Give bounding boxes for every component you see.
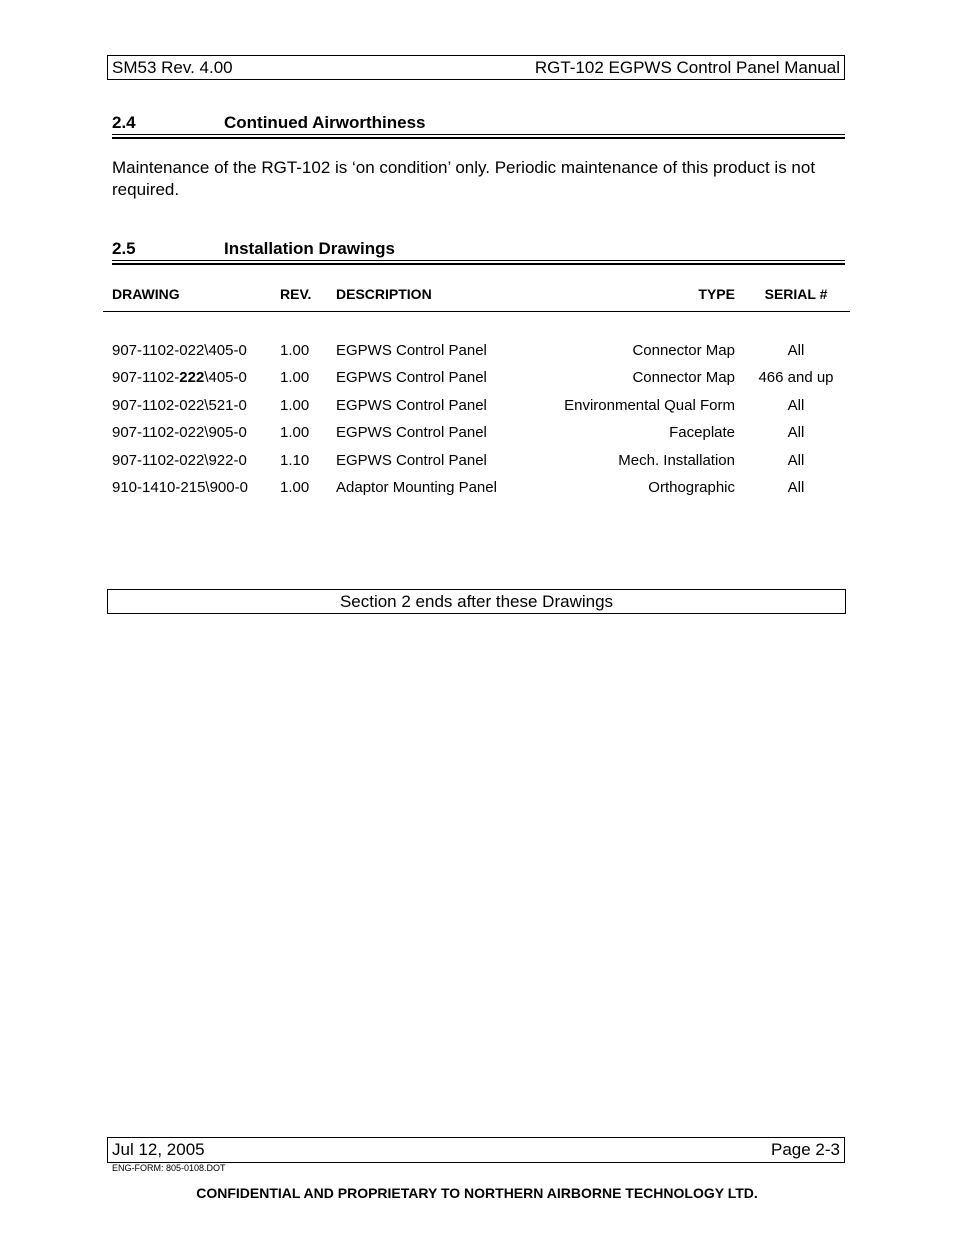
column-header-serial: SERIAL # [764,286,828,302]
confidentiality-notice: CONFIDENTIAL AND PROPRIETARY TO NORTHERN AIRBORNE TECHNOLOGY LTD. [196,1185,758,1201]
drawing-type: Environmental Qual Form [564,396,735,414]
table-row [103,452,850,479]
section-end-note: Section 2 ends after these Drawings [107,589,846,614]
section-number: 2.4 [112,113,136,132]
revision: 1.00 [280,342,310,359]
table-row [103,424,850,451]
form-identifier: ENG-FORM: 805-0108.DOT [112,1163,226,1173]
revision: 1.00 [280,369,310,387]
section-heading-2-5 [112,239,395,259]
serial-range: All [787,478,805,496]
description: EGPWS Control Panel [336,396,487,414]
serial-range: 466 and up [758,369,834,387]
drawing-number: 910-1410-215\900-0 [112,478,248,496]
page-number: Page 2-3 [771,1140,840,1159]
description: EGPWS Control Panel [336,342,487,359]
revision-date: Jul 12, 2005 [112,1140,205,1159]
revision: 1.10 [280,451,310,469]
section-heading-2-4 [112,113,426,133]
column-header-drawing: DRAWING [112,286,180,302]
section-title: Continued Airworthiness [224,113,426,132]
drawings-table-body [103,342,850,506]
serial-range: All [787,396,805,414]
drawing-number: 907-1102-022\922-0 [112,451,247,469]
drawing-type: Orthographic [648,478,735,496]
table-row [103,342,850,369]
drawing-number: 907-1102-022\405-0 [112,342,247,359]
revision: 1.00 [280,478,310,496]
airworthiness-paragraph: Maintenance of the RGT-102 is ‘on condition’ only. Periodic maintenance of this product is not required. [112,158,816,199]
page-header [107,55,845,80]
section-rule [112,260,845,265]
section-number: 2.5 [112,239,136,258]
description: EGPWS Control Panel [336,424,487,442]
drawings-table-header [103,286,850,312]
section-rule [112,134,845,139]
description: Adaptor Mounting Panel [336,478,497,496]
drawing-number: 907-1102-222\405-0 [112,369,247,387]
document-id: SM53 Rev. 4.00 [112,57,233,77]
drawing-type: Mech. Installation [618,451,735,469]
table-row [103,397,850,424]
drawing-number: 907-1102-022\521-0 [112,396,247,414]
revision: 1.00 [280,396,310,414]
column-header-rev: REV. [280,286,312,302]
drawing-type: Connector Map [632,369,735,387]
serial-range: All [787,424,805,442]
description: EGPWS Control Panel [336,451,487,469]
column-header-description: DESCRIPTION [336,286,432,302]
description: EGPWS Control Panel [336,369,487,387]
serial-range: All [787,451,805,469]
column-header-type: TYPE [698,286,735,302]
drawing-type: Faceplate [669,424,735,442]
serial-range: All [787,342,805,359]
drawing-number: 907-1102-022\905-0 [112,424,247,442]
section-title: Installation Drawings [224,239,395,258]
manual-title: RGT-102 EGPWS Control Panel Manual [534,57,840,77]
table-row [103,369,850,396]
revision: 1.00 [280,424,310,442]
page-footer [107,1137,845,1163]
drawing-type: Connector Map [632,342,735,359]
table-row [103,479,850,506]
